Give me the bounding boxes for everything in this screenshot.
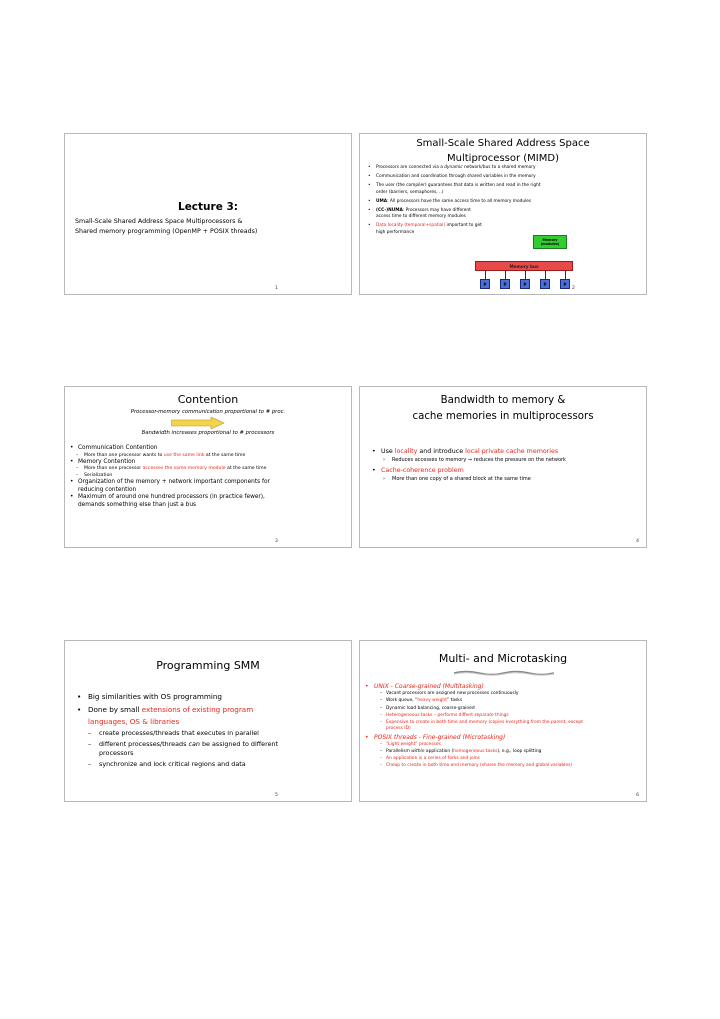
- bullet-list: [370, 445, 640, 483]
- slide-title: Contention: [177, 393, 239, 406]
- sub-bullet-item: – Work queue, “heavy weight” tasks: [364, 698, 646, 704]
- bus-connector: [545, 271, 546, 279]
- bullet-item: • Memory Contention: [70, 459, 350, 467]
- memory-modules-box: Memory (modules): [533, 235, 567, 249]
- page-number: 1: [275, 286, 278, 291]
- sub-bullet-item: – More than one processor wants to use the same link at the same time: [70, 453, 350, 459]
- bullet-item: • The user (the compiler) guarantees that data is written and read in the right order (barriers, semaphores, ..): [366, 183, 552, 195]
- lecture-title: Lecture 3:: [178, 201, 238, 213]
- bullet-item: • Maximum of around one hundred processors (in practice fewer), demands something else than just a bus: [70, 494, 278, 509]
- sub-bullet-item: – “Light weight” processes: [364, 742, 646, 748]
- processor-box: P: [480, 279, 490, 289]
- title-line-1: Bandwidth to memory &: [440, 395, 566, 406]
- title-line-2: cache memories in multiprocessors: [412, 411, 594, 422]
- processor-box: P: [560, 279, 570, 289]
- bullet-list: [75, 691, 345, 771]
- bullet-item: • UMA: All processors have the same access time to all memory modules: [366, 199, 552, 205]
- bullet-item: • Done by small extensions of existing program languages, OS & libraries: [75, 704, 273, 728]
- bullet-list: [366, 165, 552, 239]
- page-number: 3: [275, 539, 278, 544]
- processor-box: P: [500, 279, 510, 289]
- bus-connector: [565, 271, 566, 279]
- bullet-item: • (CC-)NUMA: Processors may have different access time to different memory modules: [366, 208, 486, 220]
- memory-bus: Memory bus: [475, 261, 573, 271]
- page-number: 5: [275, 793, 278, 798]
- bullet-item: • Processors are connected via a dynamic network/bus to a shared memory: [366, 165, 552, 171]
- slide-title: Programming SMM: [156, 659, 260, 672]
- sub-bullet-item: – Serialization: [70, 473, 350, 479]
- processor-box: P: [520, 279, 530, 289]
- title-line-1: Small-Scale Shared Address Space: [416, 138, 590, 149]
- bullet-item: • Big similarities with OS programming: [75, 691, 345, 703]
- slide-subheading: Bandwidth increases proportional to # processors: [141, 430, 275, 436]
- slide-2: [359, 133, 647, 295]
- sub-bullet-item: – synchronize and lock critical regions and data: [75, 760, 345, 769]
- bus-connector: [525, 271, 526, 279]
- bullet-item: • Data locality (temporal+spatial) important to get high performance: [366, 223, 486, 235]
- sub-bullet-item: – Dynamic load balancing, coarse-grained: [364, 706, 646, 712]
- bullet-item: • POSIX threads - Fine-grained (Microtasking): [364, 734, 646, 742]
- slide-subheading: Processor-memory communication proportional to # proc.: [130, 409, 286, 415]
- sub-bullet-item: – create processes/threads that executes in parallel: [75, 729, 299, 738]
- slide-title: [360, 393, 646, 425]
- bullet-item: • Cache-coherence problem: [370, 466, 640, 475]
- sub-bullet-item: › More than one copy of a shared block at the same time: [370, 476, 640, 483]
- page-number: 4: [636, 539, 639, 544]
- subtitle-line-1: Small-Scale Shared Address Space Multiprocessors &: [75, 218, 243, 225]
- sub-bullet-item: – different processes/threads can be assigned to different processors: [75, 740, 299, 758]
- slide-3: [64, 386, 352, 548]
- bullet-item: • UNIX - Coarse-grained (Multitasking): [364, 683, 646, 691]
- slide-6: [359, 640, 647, 802]
- bullet-list: [70, 445, 350, 509]
- bullet-item: • Communication Contention: [70, 445, 350, 453]
- processor-box: P: [540, 279, 550, 289]
- sub-bullet-item: › Reduces accesses to memory ⇒ reduces the pressure on the network: [370, 457, 592, 464]
- bullet-item: • Use locality and introduce local private cache memories: [370, 447, 561, 456]
- bullet-item: • Organization of the memory + network important components for reducing contention: [70, 479, 278, 494]
- slide-1: [64, 133, 352, 295]
- bus-connector: [485, 271, 486, 279]
- page-number: 2: [572, 286, 575, 291]
- lecture-subtitle: [75, 217, 257, 237]
- sub-bullet-item: – Cheap to create in both time and memory (shares the memory and global variables): [364, 763, 596, 769]
- slide-title: Multi- and Microtasking: [438, 652, 568, 665]
- page-number: 6: [636, 793, 639, 798]
- sub-bullet-item: – More than one processor accesses the same memory module at the same time: [70, 466, 284, 472]
- sub-bullet-item: – Heterogeneous tasks – performs diffent separate things: [364, 713, 646, 719]
- decorative-swoosh-icon: [454, 670, 554, 676]
- bus-connector: [505, 271, 506, 279]
- slide-title: [360, 136, 646, 166]
- slide-4: [359, 386, 647, 548]
- sub-bullet-item: – Expensive to create in both time and memory (copies everything from the parent, except process ID): [364, 720, 596, 732]
- bullet-item: • Communication and coordination through shared variables in the memory: [366, 174, 552, 180]
- title-line-2: Multiprocessor (MIMD): [447, 153, 559, 164]
- sub-bullet-item: – Parallelism within application (homogeneous tasks), e.g., loop splitting: [364, 749, 646, 755]
- sub-bullet-item: – An application is a series of forks and joins: [364, 756, 646, 762]
- sub-bullet-item: – Vacant processors are assigned new processes continuously: [364, 691, 646, 697]
- subtitle-line-2: Shared memory programming (OpenMP + POSIX threads): [75, 228, 258, 235]
- bullet-list: [364, 683, 646, 771]
- slide-5: [64, 640, 352, 802]
- right-arrow-icon: [171, 417, 225, 429]
